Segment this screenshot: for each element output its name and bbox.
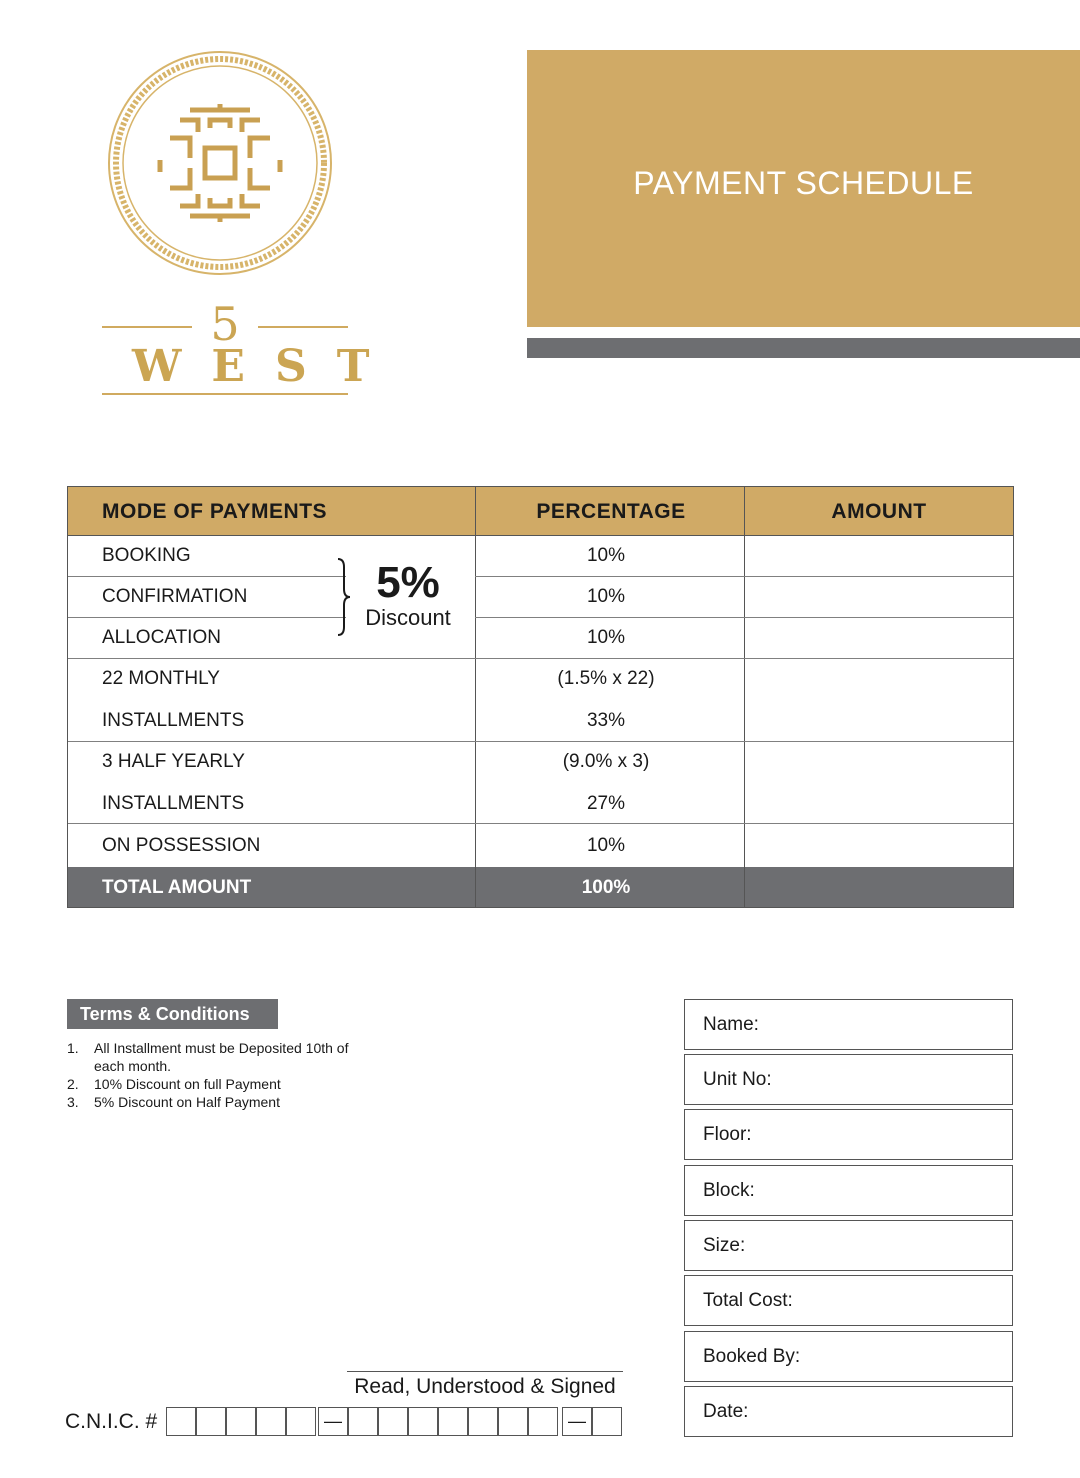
discount-value: 5% bbox=[376, 558, 440, 607]
title-accent-bar bbox=[527, 338, 1080, 358]
brand-logo-emblem bbox=[100, 48, 340, 283]
mode-cell: CONFIRMATION bbox=[102, 586, 248, 607]
terms-heading: Terms & Conditions bbox=[67, 999, 278, 1029]
header-percentage: PERCENTAGE bbox=[536, 500, 686, 523]
brand-underline bbox=[102, 393, 348, 395]
header-mode: MODE OF PAYMENTS bbox=[102, 500, 328, 523]
brand-number: 5 bbox=[210, 297, 240, 351]
mode-cell: 3 HALF YEARLY bbox=[102, 751, 245, 772]
cnic-digit-box[interactable] bbox=[196, 1407, 226, 1436]
terms-item-number: 1. bbox=[67, 1040, 79, 1056]
page-title: PAYMENT SCHEDULE bbox=[633, 165, 974, 201]
date-field[interactable]: Date: bbox=[684, 1386, 1013, 1437]
name-field[interactable]: Name: bbox=[684, 999, 1013, 1050]
cnic-digit-box[interactable] bbox=[286, 1407, 316, 1436]
percentage-cell: 27% bbox=[586, 793, 626, 814]
terms-item bbox=[67, 1093, 367, 1111]
header-amount: AMOUNT bbox=[831, 500, 927, 523]
terms-list bbox=[67, 1039, 367, 1111]
cnic-digit-box[interactable] bbox=[348, 1407, 378, 1436]
cnic-digit-box[interactable] bbox=[378, 1407, 408, 1436]
percentage-cell: (9.0% x 3) bbox=[562, 751, 650, 772]
mode-cell: 22 MONTHLY bbox=[102, 668, 220, 689]
title-banner bbox=[527, 50, 1080, 327]
cnic-digit-box[interactable] bbox=[226, 1407, 256, 1436]
terms-item bbox=[67, 1075, 367, 1093]
cnic-digit-box[interactable] bbox=[498, 1407, 528, 1436]
floor-field[interactable]: Floor: bbox=[684, 1109, 1013, 1160]
percentage-cell: 10% bbox=[586, 627, 626, 648]
mode-cell: ALLOCATION bbox=[102, 627, 221, 648]
discount-label: Discount bbox=[365, 605, 451, 630]
booked-by-field[interactable]: Booked By: bbox=[684, 1331, 1013, 1382]
unit-no-field[interactable]: Unit No: bbox=[684, 1054, 1013, 1105]
percentage-cell: (1.5% x 22) bbox=[557, 668, 655, 689]
cnic-digit-box[interactable] bbox=[528, 1407, 558, 1436]
brand-name: WEST bbox=[132, 341, 400, 392]
terms-item-text: All Installment must be Deposited 10th of each month. bbox=[94, 1040, 349, 1074]
percentage-cell: 33% bbox=[586, 710, 626, 731]
cnic-digit-box[interactable] bbox=[166, 1407, 196, 1436]
terms-item-number: 2. bbox=[67, 1076, 79, 1092]
cnic-dash-box: — bbox=[562, 1407, 592, 1436]
percentage-cell: 10% bbox=[586, 835, 626, 856]
cnic-digit-box[interactable] bbox=[256, 1407, 286, 1436]
total-label: TOTAL AMOUNT bbox=[102, 877, 252, 898]
percentage-cell: 10% bbox=[586, 545, 626, 566]
cnic-digit-box[interactable] bbox=[468, 1407, 498, 1436]
signature-label: Read, Understood & Signed bbox=[354, 1375, 616, 1398]
column-divider bbox=[744, 487, 745, 907]
mode-cell: BOOKING bbox=[102, 545, 191, 566]
brand-divider-left bbox=[102, 326, 192, 328]
terms-item-text: 10% Discount on full Payment bbox=[94, 1076, 281, 1092]
cnic-digit-box[interactable] bbox=[408, 1407, 438, 1436]
cnic-dash-box: — bbox=[318, 1407, 348, 1436]
terms-item-number: 3. bbox=[67, 1094, 79, 1110]
percentage-cell: 10% bbox=[586, 586, 626, 607]
payment-table bbox=[67, 486, 1014, 908]
total-cost-field[interactable]: Total Cost: bbox=[684, 1275, 1013, 1326]
mode-cell: INSTALLMENTS bbox=[102, 710, 245, 731]
terms-item-text: 5% Discount on Half Payment bbox=[94, 1094, 280, 1110]
cnic-label: C.N.I.C. # bbox=[65, 1410, 158, 1433]
total-percentage: 100% bbox=[581, 877, 631, 898]
mode-cell: ON POSSESSION bbox=[102, 835, 261, 856]
mode-cell: INSTALLMENTS bbox=[102, 793, 245, 814]
cnic-digit-box[interactable] bbox=[592, 1407, 622, 1436]
discount-brace-icon bbox=[336, 557, 352, 637]
brand-divider-right bbox=[258, 326, 348, 328]
block-field[interactable]: Block: bbox=[684, 1165, 1013, 1216]
cnic-digit-box[interactable] bbox=[438, 1407, 468, 1436]
terms-item bbox=[67, 1039, 367, 1075]
size-field[interactable]: Size: bbox=[684, 1220, 1013, 1271]
